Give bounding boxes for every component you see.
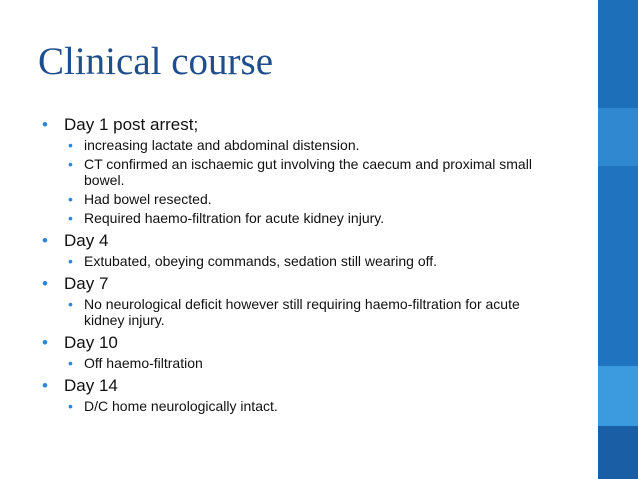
- bullet-label: Day 7: [64, 274, 109, 293]
- bullet-icon: •: [68, 253, 73, 269]
- bullet-item-day-4: [42, 230, 587, 269]
- sub-bullet-list: [64, 253, 587, 269]
- sub-bullet-text: Had bowel resected.: [84, 191, 212, 207]
- sub-bullet-item: [64, 398, 546, 414]
- slide-title: Clinical course: [38, 40, 274, 83]
- bullet-label: Day 14: [64, 376, 118, 395]
- accent-band-segment: [598, 0, 638, 108]
- bullet-icon: •: [68, 398, 73, 414]
- sub-bullet-text: D/C home neurologically intact.: [84, 398, 278, 414]
- bullet-icon: •: [42, 115, 48, 134]
- sub-bullet-text: Required haemo-filtration for acute kidney injury.: [84, 210, 385, 226]
- accent-band-segment: [598, 366, 638, 426]
- sub-bullet-list: [64, 398, 587, 414]
- sub-bullet-item: [64, 355, 546, 371]
- bullet-icon: •: [68, 355, 73, 371]
- sub-bullet-list: [64, 355, 587, 371]
- bullet-icon: •: [42, 231, 48, 250]
- sub-bullet-item: [64, 156, 546, 188]
- sub-bullet-text: increasing lactate and abdominal distension.: [84, 137, 360, 153]
- bullet-icon: •: [68, 210, 73, 226]
- accent-band-segment: [598, 108, 638, 166]
- sub-bullet-text: No neurological deficit however still requiring haemo-filtration for acute kidney injury.: [84, 296, 520, 328]
- bullet-icon: •: [68, 191, 73, 207]
- bullet-icon: •: [42, 274, 48, 293]
- accent-band: [598, 0, 638, 479]
- sub-bullet-item: [64, 296, 546, 328]
- bullet-label: Day 10: [64, 333, 118, 352]
- sub-bullet-text: CT confirmed an ischaemic gut involving the caecum and proximal small bowel.: [84, 156, 532, 188]
- bullet-label: Day 4: [64, 231, 109, 250]
- sub-bullet-text: Off haemo-filtration: [84, 355, 203, 371]
- bullet-icon: •: [68, 296, 73, 312]
- bullet-icon: •: [68, 137, 73, 153]
- bullet-icon: •: [68, 156, 73, 172]
- bullet-item-day-14: [42, 375, 587, 414]
- sub-bullet-item: [64, 210, 546, 226]
- sub-bullet-text: Extubated, obeying commands, sedation still wearing off.: [84, 253, 438, 269]
- sub-bullet-item: [64, 191, 546, 207]
- sub-bullet-item: [64, 253, 546, 269]
- bullet-item-day-7: [42, 273, 587, 328]
- bullet-item-day-1: [42, 114, 587, 226]
- accent-band-segment: [598, 426, 638, 479]
- accent-band-segment: [598, 166, 638, 366]
- sub-bullet-item: [64, 137, 546, 153]
- bullet-icon: •: [42, 376, 48, 395]
- bullet-list: [42, 114, 587, 414]
- sub-bullet-list: [64, 296, 587, 328]
- bullet-label: Day 1 post arrest;: [64, 115, 199, 134]
- bullet-item-day-10: [42, 332, 587, 371]
- bullet-icon: •: [42, 333, 48, 352]
- sub-bullet-list: [64, 137, 587, 226]
